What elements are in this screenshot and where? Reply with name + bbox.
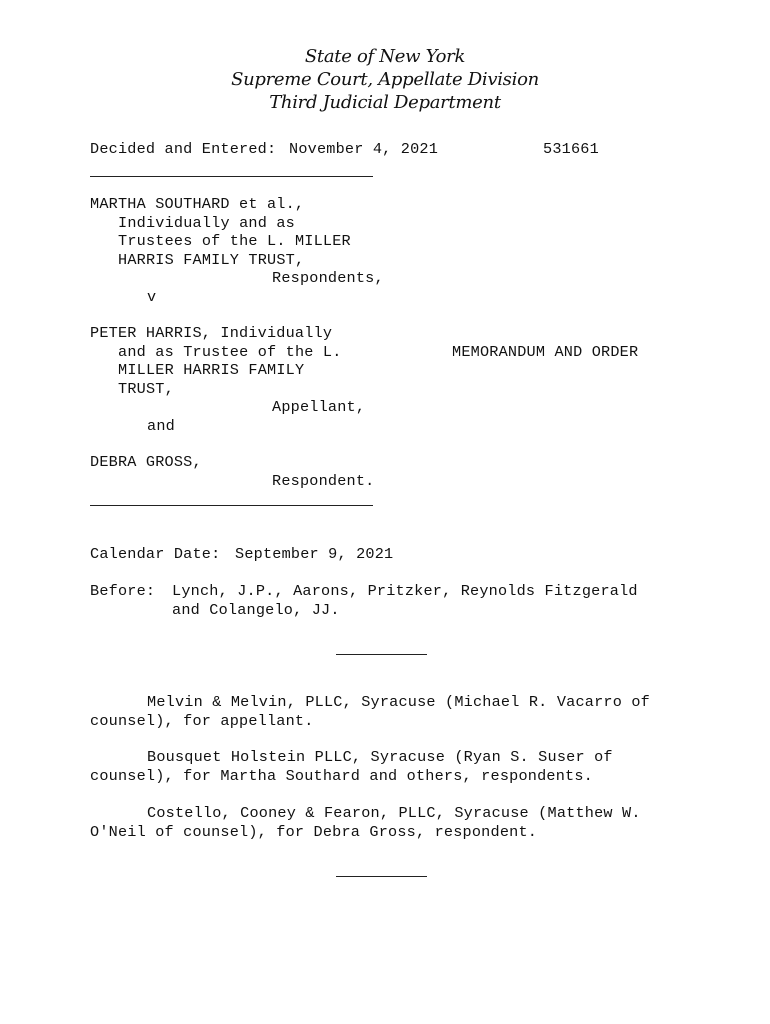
plaintiff-line-4: HARRIS FAMILY TRUST, (118, 250, 305, 269)
counsel-1-line-1: Melvin & Melvin, PLLC, Syracuse (Michael R. Vacarro of (147, 693, 650, 711)
defendant-line-2: and as Trustee of the L. (118, 342, 342, 361)
other-party-role: Respondent. (272, 471, 375, 490)
other-party-name: DEBRA GROSS, (90, 453, 202, 471)
plaintiff-line-3: Trustees of the L. MILLER (118, 232, 351, 250)
before-label: Before: (90, 582, 156, 600)
defendant-line-1: PETER HARRIS, Individually (90, 324, 333, 342)
and-conjunction: and (147, 416, 175, 435)
defendant-line-3: MILLER HARRIS FAMILY (118, 361, 305, 379)
caption-bottom-rule (90, 505, 373, 506)
section-divider-1 (336, 654, 427, 655)
plaintiffs-role: Respondents, (272, 269, 384, 287)
court-state: State of New York (304, 46, 466, 67)
section-divider-2 (336, 876, 427, 877)
calendar-label: Calendar Date: (90, 545, 221, 563)
counsel-1-line-2: counsel), for appellant. (90, 711, 314, 730)
versus: v (147, 287, 157, 306)
counsel-2-line-2: counsel), for Martha Southard and others, respondents. (90, 766, 593, 785)
caption-top-rule (90, 176, 373, 177)
court-name: Supreme Court, Appellate Division (231, 69, 539, 90)
defendant-line-4: TRUST, (118, 379, 174, 398)
decided-date: November 4, 2021 (289, 140, 439, 158)
court-heading (0, 45, 770, 114)
counsel-3-line-1: Costello, Cooney & Fearon, PLLC, Syracuse (Matthew W. (147, 804, 641, 822)
decided-label: Decided and Entered: (90, 140, 277, 158)
counsel-3-line-2: O'Neil of counsel), for Debra Gross, respondent. (90, 822, 538, 841)
order-type: MEMORANDUM AND ORDER (452, 342, 639, 361)
docket-number: 531661 (543, 140, 599, 158)
counsel-2-line-1: Bousquet Holstein PLLC, Syracuse (Ryan S. Suser of (147, 748, 613, 766)
defendant-role: Appellant, (272, 398, 366, 416)
plaintiff-line-2: Individually and as (118, 213, 295, 232)
calendar-date: September 9, 2021 (235, 545, 394, 563)
plaintiff-line-1: MARTHA SOUTHARD et al., (90, 195, 305, 213)
court-department: Third Judicial Department (269, 92, 501, 113)
before-judges-line-2: and Colangelo, JJ. (172, 600, 340, 619)
before-judges-line-1: Lynch, J.P., Aarons, Pritzker, Reynolds Fitzgerald (172, 582, 638, 600)
